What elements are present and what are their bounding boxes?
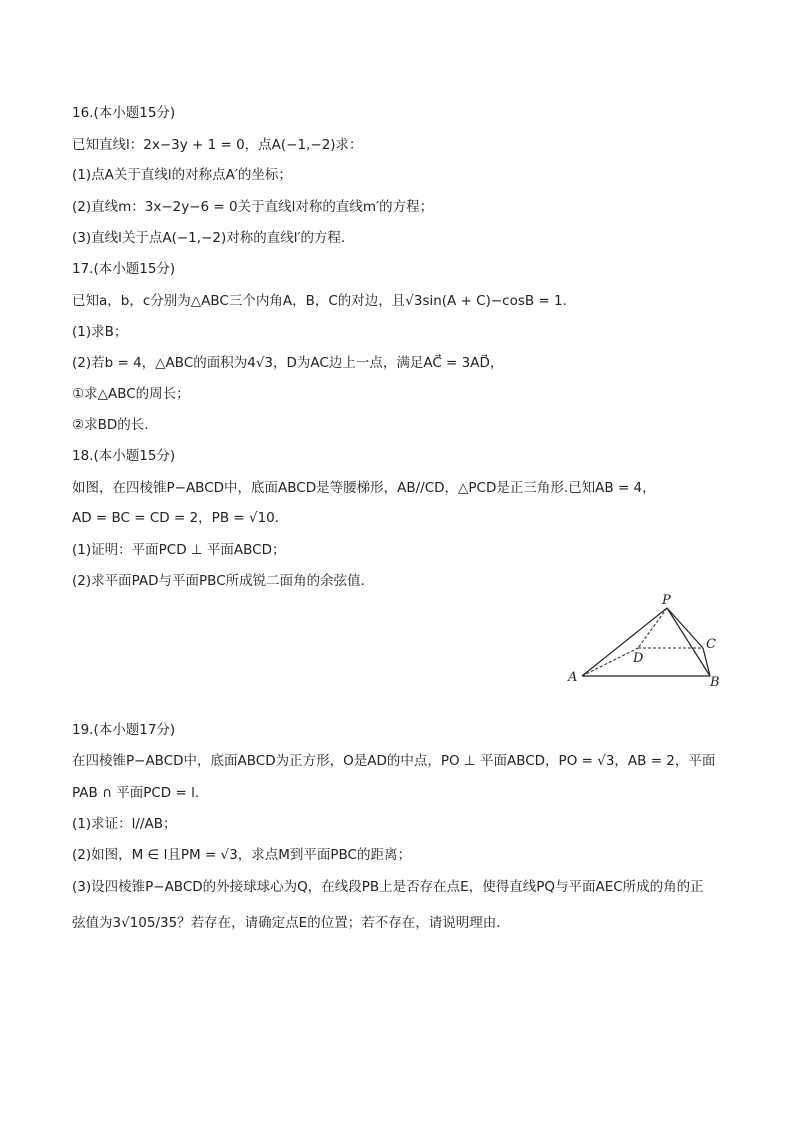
problem-19-line-3: (1)求证：l//AB； xyxy=(72,816,177,832)
label-p: P xyxy=(662,593,671,608)
problem-19-line-5: (3)设四棱锥P−ABCD的外接球球心为Q，在线段PB上是否存在点E，使得直线PQ与平面AEC所成的角的正 xyxy=(72,879,704,895)
problem-17-line-1: 已知a，b，c分别为△ABC三个内角A，B，C的对边，且√3sin(A + C)−cosB = 1． xyxy=(72,293,577,309)
pyramid-figure xyxy=(560,590,740,690)
problem-18-line-4: (2)求平面PAD与平面PBC所成锐二面角的余弦值． xyxy=(72,573,375,589)
problem-16-header: 16.(本小题15分) xyxy=(72,105,176,121)
problem-16-line-4: (3)直线l关于点A(−1,−2)对称的直线l′的方程． xyxy=(72,230,355,246)
problem-17-line-4: ①求△ABC的周长； xyxy=(72,386,190,402)
problem-16-line-2: (1)点A关于直线l的对称点A′的坐标； xyxy=(72,167,292,183)
problem-19-line-2: PAB ∩ 平面PCD = l. xyxy=(72,785,200,801)
problem-17-line-3: (2)若b = 4，△ABC的面积为4√3，D为AC边上一点，满足AC⃗ = 3AD⃗， xyxy=(72,355,504,371)
problem-18-line-3: (1)证明：平面PCD ⊥ 平面ABCD； xyxy=(72,542,286,558)
problem-19-line-4: (2)如图，M ∈ l且PM = √3，求点M到平面PBC的距离； xyxy=(72,847,411,863)
problem-17-line-2: (1)求B； xyxy=(72,324,128,340)
label-d: D xyxy=(633,651,644,666)
problem-18-header: 18.(本小题15分) xyxy=(72,448,176,464)
problem-19-header: 19.(本小题17分) xyxy=(72,722,176,738)
problem-17-header: 17.(本小题15分) xyxy=(72,261,176,277)
problem-19-line-1: 在四棱锥P−ABCD中，底面ABCD为正方形，O是AD的中点，PO ⊥ 平面ABCD，PO = √3，AB = 2，平面 xyxy=(72,753,716,769)
problem-16-line-3: (2)直线m：3x−2y−6 = 0关于直线l对称的直线m′的方程； xyxy=(72,199,434,215)
problem-17-line-5: ②求BD的长． xyxy=(72,417,158,433)
problem-16-line-1: 已知直线l：2x−3y + 1 = 0，点A(−1,−2)求： xyxy=(72,137,363,153)
problem-18-line-1: 如图，在四棱锥P−ABCD中，底面ABCD是等腰梯形，AB//CD，△PCD是正三角形.已知AB = 4， xyxy=(72,480,656,496)
label-c: C xyxy=(706,637,716,652)
problem-19-line-6: 弦值为3√105/35？若存在，请确定点E的位置；若不存在，请说明理由． xyxy=(72,915,510,931)
problem-18-line-2: AD = BC = CD = 2，PB = √10. xyxy=(72,510,280,526)
label-a: A xyxy=(568,670,578,685)
label-b: B xyxy=(710,675,720,690)
